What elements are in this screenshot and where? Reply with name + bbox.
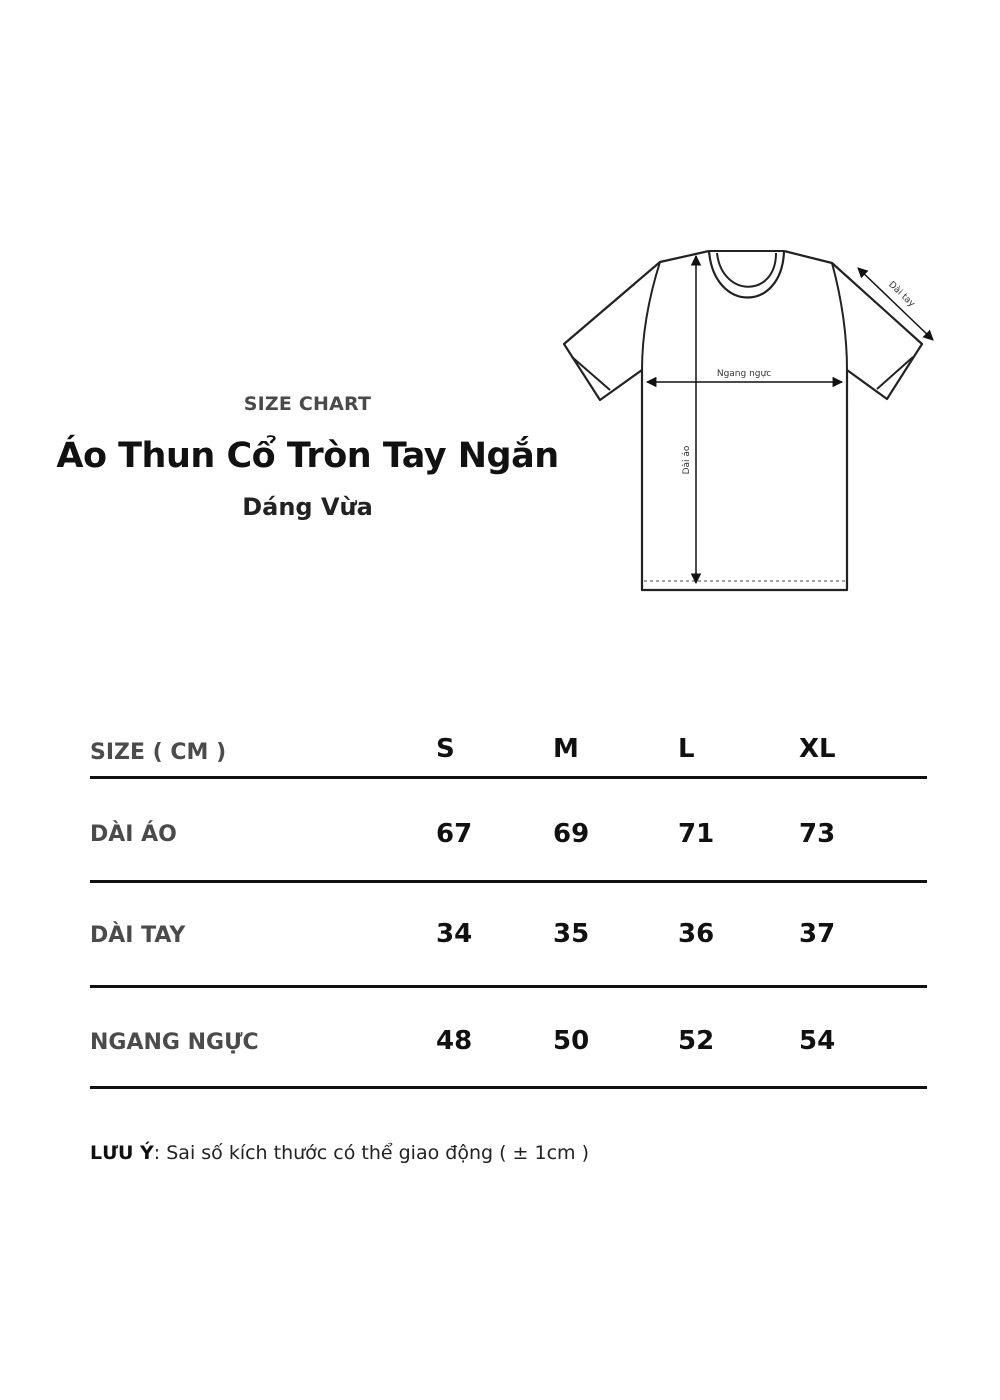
header-label: SIZE ( CM ) — [90, 740, 227, 765]
size-m-header: M — [553, 734, 579, 764]
armhole-seam-right — [832, 263, 847, 370]
collar-outer — [709, 251, 784, 298]
size-s-header: S — [436, 734, 455, 764]
table-cell: 48 — [436, 1026, 473, 1056]
tshirt-diagram — [555, 240, 950, 600]
sleeve-arrow — [858, 268, 933, 340]
chest-label: Ngang ngực — [716, 369, 772, 379]
table-cell: 34 — [436, 919, 473, 949]
sleeve-label: Dài tay — [886, 279, 917, 310]
table-cell: 67 — [436, 819, 473, 849]
row-label-sleeve: DÀI TAY — [90, 923, 186, 948]
tolerance-note — [90, 1142, 589, 1164]
table-row — [90, 988, 927, 1089]
table-cell: 35 — [553, 919, 590, 949]
tshirt-outline — [564, 251, 922, 590]
size-xl-header: XL — [799, 734, 836, 764]
size-chart-eyebrow: SIZE CHART — [243, 393, 372, 415]
table-row — [90, 883, 927, 988]
table-cell: 37 — [799, 919, 836, 949]
table-cell: 71 — [678, 819, 715, 849]
table-row — [90, 779, 927, 883]
row-label-chest: NGANG NGỰC — [90, 1030, 259, 1055]
fit-subtitle: Dáng Vừa — [242, 493, 373, 521]
table-cell: 54 — [799, 1026, 836, 1056]
table-cell: 36 — [678, 919, 715, 949]
collar-inner — [717, 253, 776, 287]
length-label: Dài áo — [682, 445, 692, 475]
table-cell: 50 — [553, 1026, 590, 1056]
product-title: Áo Thun Cổ Tròn Tay Ngắn — [56, 436, 559, 476]
note-prefix: LƯU Ý — [90, 1142, 154, 1164]
armhole-seam-left — [642, 262, 660, 370]
row-label-length: DÀI ÁO — [90, 822, 177, 847]
table-cell: 73 — [799, 819, 836, 849]
note-text: : Sai số kích thước có thể giao động ( ± 1cm ) — [153, 1142, 589, 1164]
table-header-row — [90, 720, 927, 779]
size-l-header: L — [678, 734, 695, 764]
table-cell: 69 — [553, 819, 590, 849]
table-cell: 52 — [678, 1026, 715, 1056]
size-table — [90, 720, 927, 1089]
